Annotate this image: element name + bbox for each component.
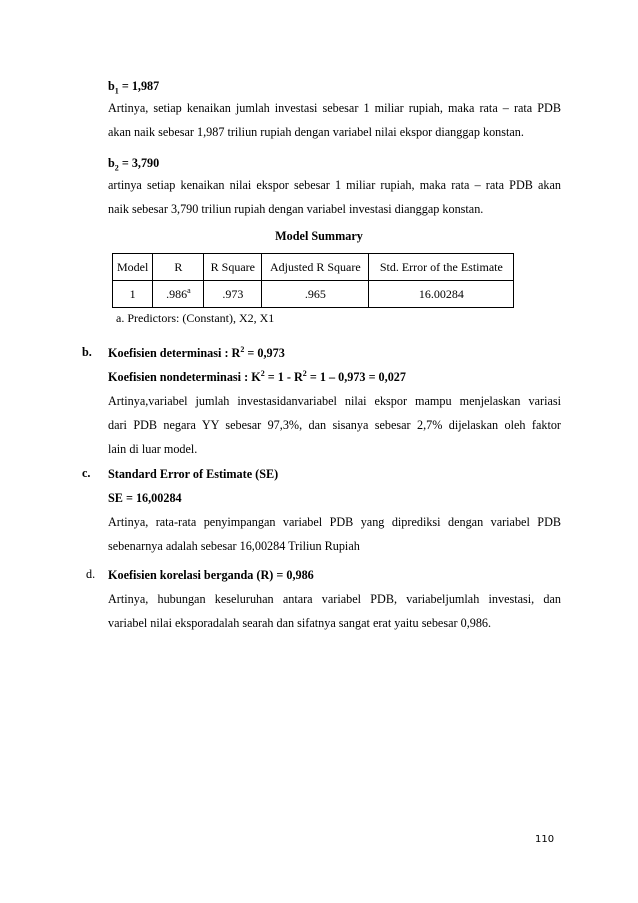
- section-d-line2: variabel nilai eksporadalah searah dan sifatnya sangat erat yaitu sebesar 0,986.: [108, 616, 492, 630]
- section-c-marker: c.: [82, 466, 91, 480]
- table-footnote: a. Predictors: (Constant), X2, X1: [116, 311, 275, 325]
- table-header-row: [113, 254, 514, 281]
- model-summary-caption: Model Summary: [275, 229, 363, 243]
- b1-explanation-line1: Artinya, setiap kenaikan jumlah investasi sebesar 1 miliar rupiah, maka rata – rata PDB: [108, 101, 561, 115]
- section-c-value: SE = 16,00284: [108, 491, 182, 505]
- page-number: 110: [535, 834, 555, 845]
- section-d-line1: Artinya, hubungan keseluruhan antara variabel PDB, variabeljumlah investasi, dan: [108, 592, 561, 606]
- section-d-marker: d.: [86, 567, 96, 581]
- header-r-square: R Square: [204, 254, 262, 281]
- table-row: [113, 281, 514, 308]
- header-std-error: Std. Error of the Estimate: [369, 254, 514, 281]
- cell-adjusted-r-square: .965: [262, 281, 369, 308]
- section-c-title: Standard Error of Estimate (SE): [108, 467, 279, 481]
- section-b-title: Koefisien determinasi : $R^2 = 0,973$: [108, 344, 285, 360]
- section-c-line2: sebenarnya adalah sebesar 16,00284 Triliun Rupiah: [108, 539, 360, 553]
- b2-heading: $b_2 = 3,790$: [108, 156, 160, 173]
- header-model: Model: [113, 254, 153, 281]
- section-b-line3: lain di luar model.: [108, 442, 198, 456]
- header-r: R: [153, 254, 204, 281]
- cell-model: 1: [113, 281, 153, 308]
- b1-explanation-line2: akan naik sebesar 1,987 triliun rupiah dengan variabel nilai ekspor dianggap konstan.: [108, 125, 524, 139]
- section-c-line1: Artinya, rata-rata penyimpangan variabel PDB yang diprediksi dengan variabel PDB: [108, 515, 561, 529]
- cell-r: .986$^a$: [153, 281, 204, 308]
- header-adjusted-r-square: Adjusted R Square: [262, 254, 369, 281]
- section-b-nondeterminasi: Koefisien nondeterminasi : $K^2 = 1 - R^2 = 1 - 0,973 = 0,027$: [108, 368, 406, 384]
- section-b-marker: b.: [82, 345, 92, 359]
- section-b-line1: Artinya,variabel jumlah investasidanvariabel nilai ekspor mampu menjelaskan variasi: [108, 394, 561, 408]
- b1-heading: $b_1 = 1,987$: [108, 79, 160, 96]
- model-summary-table: [112, 253, 514, 308]
- b2-explanation-line1: artinya setiap kenaikan nilai ekspor sebesar 1 miliar rupiah, maka rata – rata PDB akan: [108, 178, 561, 192]
- section-b-line2: dari PDB negara YY sebesar 97,3%, dan sisanya sebesar 2,7% dijelaskan oleh faktor: [108, 418, 561, 432]
- section-d-title: Koefisien korelasi berganda (R) = 0,986: [108, 568, 314, 582]
- cell-r-square: .973: [204, 281, 262, 308]
- cell-std-error: 16.00284: [369, 281, 514, 308]
- b2-explanation-line2: naik sebesar 3,790 triliun rupiah dengan variabel investasi dianggap konstan.: [108, 202, 484, 216]
